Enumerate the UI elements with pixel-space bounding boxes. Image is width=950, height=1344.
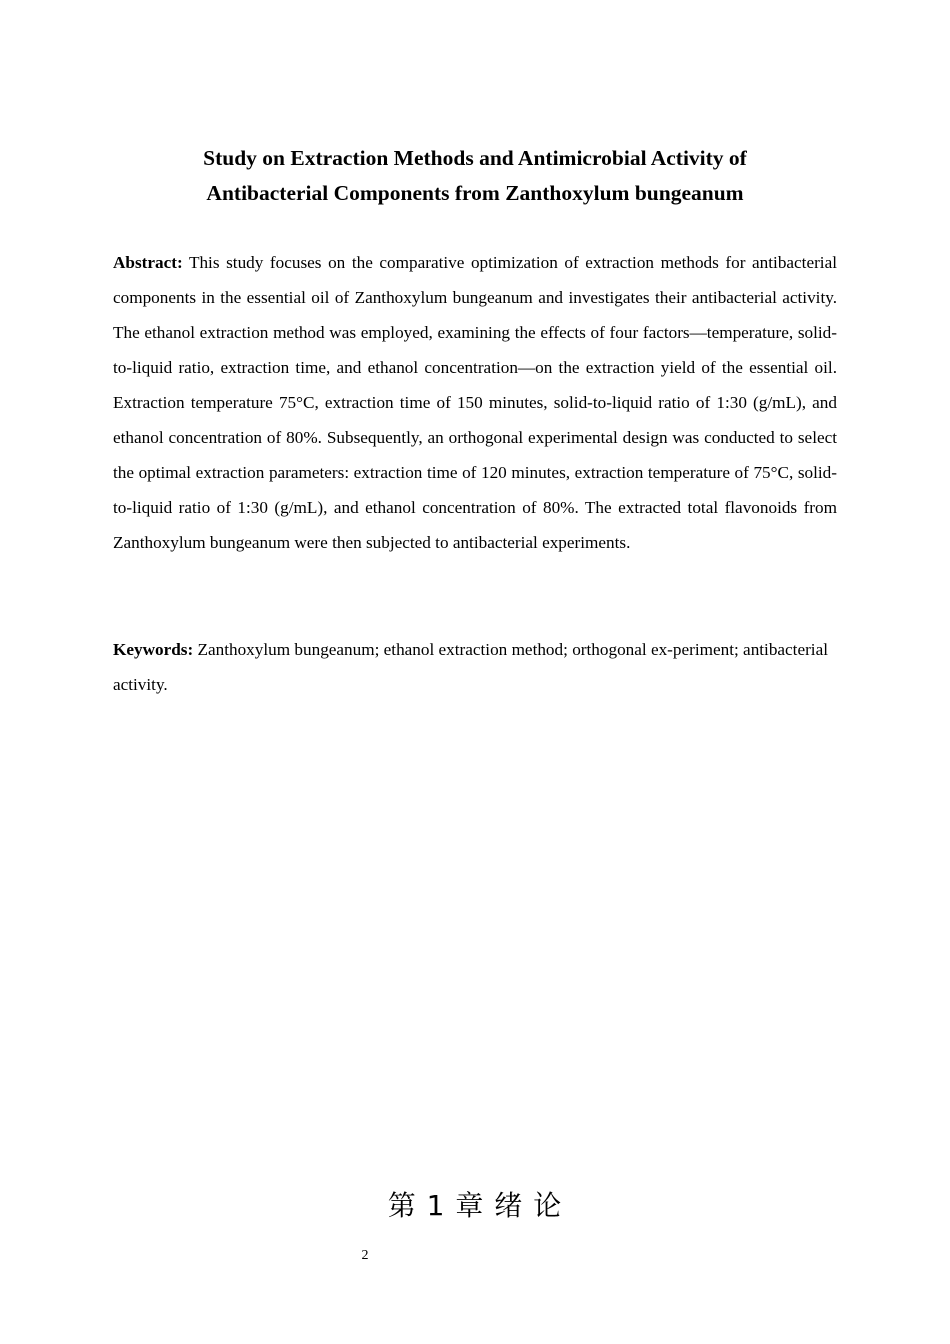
paper-title <box>113 141 837 211</box>
keywords-label: Keywords: <box>113 640 194 659</box>
page-number: 2 <box>361 1248 369 1263</box>
keywords-text: Zanthoxylum bungeanum; ethanol extraction method; orthogonal ex-periment; antibacterial activity. <box>113 640 828 694</box>
abstract-text: This study focuses on the comparative optimization of extraction methods for antibacterial components in the essential oil of Zanthoxylum bungeanum and investigates their antibacterial activity. The ethanol extraction method was employed, examining the effects of four factors—temperature, solid-to-liquid ratio, extraction time, and ethanol concentration—on the extraction yield of the essential oil. Extraction temperature 75°C, extraction time of 150 minutes, solid-to-liquid ratio of 1:30 (g/mL), and ethanol concentration of 80%. Subsequently, an orthogonal experimental design was conducted to select the optimal extraction parameters: extraction time of 120 minutes, extraction temperature of 75°C, solid-to-liquid ratio of 1:30 (g/mL), and ethanol concentration of 80%. The extracted total flavonoids from Zanthoxylum bungeanum were then subjected to antibacterial experiments. <box>113 253 837 552</box>
chapter-heading: 第 1 章 绪 论 <box>387 1189 563 1222</box>
abstract-paragraph <box>113 245 837 560</box>
paper-title-line-1: Study on Extraction Methods and Antimicrobial Activity of <box>203 146 747 170</box>
abstract-label: Abstract: <box>113 253 183 272</box>
keywords-paragraph <box>113 632 837 702</box>
paper-title-line-2: Antibacterial Components from Zanthoxylum bungeanum <box>206 181 744 205</box>
